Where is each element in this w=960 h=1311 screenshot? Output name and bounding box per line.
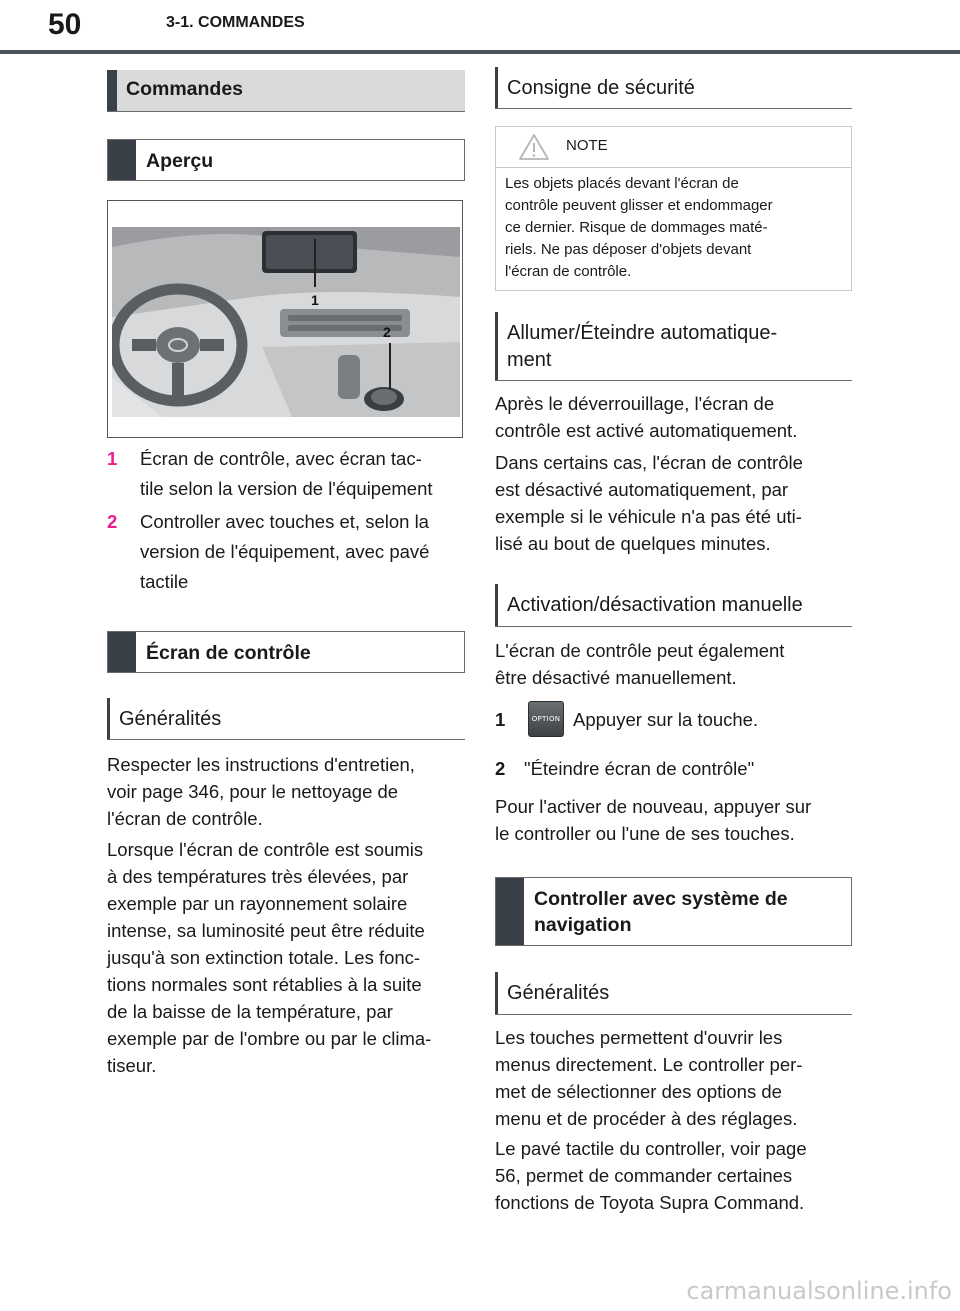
text-line: lisé au bout de quelques minutes. [495,533,771,554]
text-line: menu et de procéder à des réglages. [495,1108,798,1129]
paragraph-controller-keys [495,1024,855,1132]
heading-line: ment [507,349,552,371]
figure-callout-2: 2 [383,324,391,340]
heading-text: Généralités [119,708,222,730]
paragraph-manual-intro [495,637,855,691]
legend-line: version de l'équipement, avec pavé [140,541,430,562]
text-line: tiseur. [107,1055,157,1076]
chapter-label: 3-1. COMMANDES [166,14,305,31]
note-label: NOTE [566,137,608,154]
text-line: fonctions de Toyota Supra Command. [495,1192,805,1213]
text-line: est désactivé automatiquement, par [495,479,789,500]
text-line: l'écran de contrôle. [107,808,263,829]
text-line: riels. Ne pas déposer d'objets devant [505,241,752,258]
note-text [505,173,835,283]
paragraph-touchpad [495,1135,855,1216]
paragraph-temperature [107,836,467,1079]
text-line: L'écran de contrôle peut également [495,640,785,661]
legend-line: Écran de contrôle, avec écran tac- [140,448,422,469]
text-line: de la baisse de la température, par [107,1001,393,1022]
text-line: ce dernier. Risque de dommages maté- [505,219,768,236]
legend-item-2 [107,507,467,597]
text-line: met de sélectionner des options de [495,1081,782,1102]
text-line: exemple par un rayonnement solaire [107,893,408,914]
heading-bar [496,878,524,945]
legend-text [140,507,429,597]
warning-triangle-icon [518,133,550,161]
option-key-label: OPTION [531,715,561,723]
text-line: à des températures très élevées, par [107,866,409,887]
watermark: carmanualsonline.info [686,1277,952,1305]
legend-line: Controller avec touches et, selon la [140,511,429,532]
text-line: Les touches permettent d'ouvrir les [495,1027,783,1048]
step-1 [495,704,855,740]
text-line: être désactivé manuellement. [495,667,737,688]
text-line: 56, permet de commander certaines [495,1165,793,1186]
heading-text [524,878,798,945]
step-number: 1 [495,709,506,730]
legend-text [140,444,433,504]
header-divider [0,50,960,54]
heading-line: Controller avec système de [534,888,788,910]
heading-apercu [107,139,465,181]
heading-line: navigation [534,914,632,936]
text-line: le controller ou l'une de ses touches. [495,823,795,844]
text-line: tions normales sont rétablies à la suite [107,974,422,995]
note-box [495,126,852,291]
heading-bar [107,70,117,111]
heading-generalites-left [107,698,465,740]
heading-text: Activation/désactivation manuelle [507,594,803,616]
text-line: exemple par de l'ombre ou par le clima- [107,1028,432,1049]
heading-line: Allumer/Éteindre automatique- [507,322,778,344]
legend-line: tile selon la version de l'équipement [140,478,433,499]
text-line: Le pavé tactile du controller, voir page [495,1138,807,1159]
heading-ecran-de-controle [107,631,465,673]
legend-item-1 [107,444,467,504]
text-line: contrôle est activé automatiquement. [495,420,798,441]
legend-line: tactile [140,571,189,592]
text-line: intense, sa luminosité peut être réduite [107,920,425,941]
heading-allumer-eteindre [495,312,852,381]
heading-activation-manuelle [495,584,852,627]
heading-text: Consigne de sécurité [507,77,695,99]
step-number: 2 [495,758,506,779]
legend-number: 1 [107,448,118,469]
figure-callout-1: 1 [311,292,319,308]
text-line: menus directement. Le controller per- [495,1054,803,1075]
text-line: voir page 346, pour le nettoyage de [107,781,399,802]
step-text: "Éteindre écran de contrôle" [524,758,755,779]
step-2 [495,754,855,784]
text-line: jusqu'à son extinction totale. Les fonc- [107,947,421,968]
heading-bar [108,632,136,672]
text-line: contrôle peuvent glisser et endommager [505,197,773,214]
paragraph-auto-on [495,390,855,444]
text-line: l'écran de contrôle. [505,263,632,280]
heading-text: Généralités [507,982,610,1004]
option-key-icon [528,701,564,737]
dashboard-illustration [112,227,460,417]
paragraph-auto-off [495,449,855,557]
heading-generalites-right [495,972,852,1015]
section-title: Commandes [126,78,244,100]
heading-bar [108,140,136,180]
legend-number: 2 [107,511,118,532]
step-text: Appuyer sur la touche. [573,709,759,730]
dashboard-figure [107,200,463,438]
text-line: Après le déverrouillage, l'écran de [495,393,775,414]
heading-text: Aperçu [146,150,214,172]
text-line: Dans certains cas, l'écran de contrôle [495,452,803,473]
cockpit-drawing [112,227,460,417]
note-header [496,127,851,168]
section-heading-commandes [107,70,465,112]
page-number: 50 [48,8,82,41]
paragraph-maintenance [107,751,467,832]
text-line: Pour l'activer de nouveau, appuyer sur [495,796,812,817]
paragraph-manual-outro [495,793,855,847]
heading-controller-navigation [495,877,852,946]
text-line: Lorsque l'écran de contrôle est soumis [107,839,424,860]
heading-consigne-securite [495,67,852,109]
heading-text: Écran de contrôle [146,642,311,664]
text-line: Les objets placés devant l'écran de [505,175,739,192]
heading-text [498,312,786,380]
text-line: Respecter les instructions d'entretien, [107,754,415,775]
text-line: exemple si le véhicule n'a pas été uti- [495,506,802,527]
